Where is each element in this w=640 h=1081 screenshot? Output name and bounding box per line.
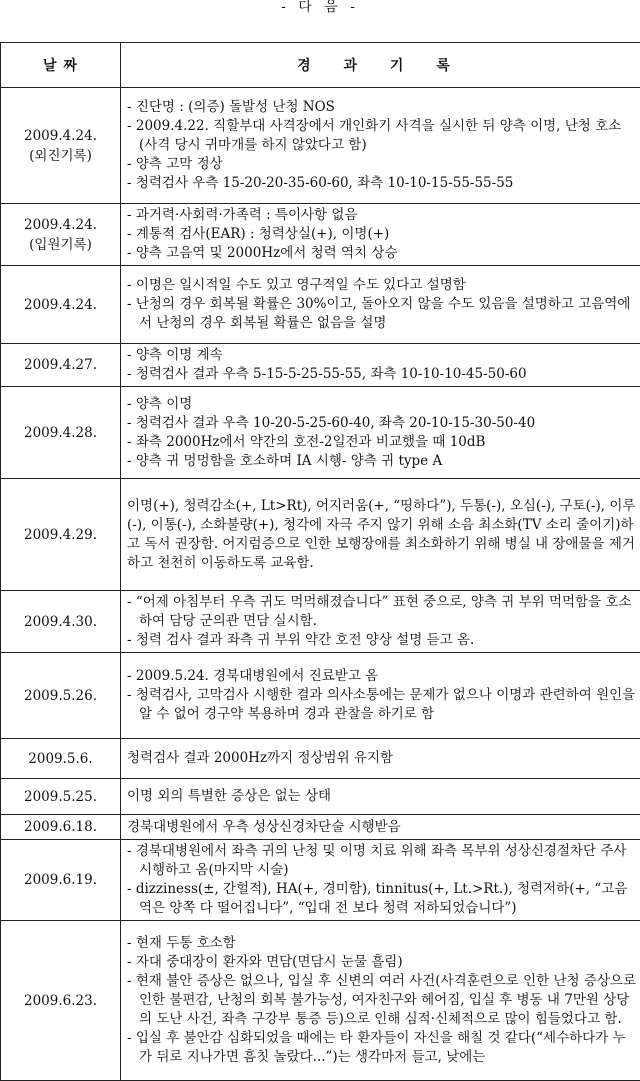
row-date-cell: [1, 591, 121, 653]
row-record-cell: [121, 266, 640, 344]
row-date: 2009.4.24.: [3, 295, 118, 315]
record-column-header: 경 과 기 록: [121, 43, 640, 88]
table-row: [1, 387, 640, 479]
record-line: - 청력검사 결과 우측 10-20-5-25-60-40, 좌측 20-10-15-30-50-40: [127, 414, 636, 433]
row-date-cell: [1, 266, 121, 344]
record-line: 청력검사 결과 2000Hz까지 정상범위 유지함: [127, 749, 636, 768]
record-line: - “어제 아침부터 우측 귀도 먹먹해졌습니다” 표현 중으로, 양측 귀 부위 먹먹함을 호소하여 담당 군의관 면담 실시함.: [127, 593, 636, 631]
record-line: - 현재 불안 증상은 없으나, 입실 후 신변의 여러 사건(사격훈련으로 인한 난청 증상으로 인한 불편감, 난청의 회복 불가능성, 여자친구와 헤어짐, 입실 후 병동 내 7만원 상당의 도난 사건, 좌측 구강부 통증 등)으로 인해 심적·신체적으로 많이 힘들었다고 함.: [127, 972, 636, 1029]
table-row: [1, 779, 640, 815]
record-line: 이명 외의 특별한 증상은 없는 상태: [127, 787, 636, 806]
row-date: 2009.6.18.: [3, 817, 118, 837]
row-date: 2009.4.24.: [3, 126, 118, 146]
row-record-cell: [121, 921, 640, 1081]
row-date: 2009.6.19.: [3, 870, 118, 890]
table-row: [1, 591, 640, 653]
row-record-cell: [121, 653, 640, 739]
record-line: - 입실 후 불안감 심화되었을 때에는 타 환자들이 자신을 해칠 것 같다(“세수하다가 누가 뒤로 지나가면 흠칫 놀랐다...”)는 생각마저 들고, 낮에는: [127, 1029, 636, 1067]
record-line: - dizziness(±, 간헐적), HA(+, 경미함), tinnitus(+, Lt.>Rt.), 청력저하(+, “고음역은 양쪽 다 떨어집니다”, “입대 전 보다 청력 저하되었습니다”): [127, 880, 636, 918]
record-line: - 경북대병원에서 좌측 귀의 난청 및 이명 치료 위해 좌측 목부위 성상신경절차단 주사 시행하고 옴(마지막 시술): [127, 842, 636, 880]
row-date: 2009.4.30.: [3, 612, 118, 632]
record-line: - 자대 중대장이 환자와 면담(면담시 눈물 흘림): [127, 953, 636, 972]
page-heading: - 다 음 -: [0, 0, 640, 14]
row-date: 2009.4.28.: [3, 423, 118, 443]
record-line: 경북대병원에서 우측 성상신경차단술 시행받음: [127, 818, 636, 837]
row-record-cell: [121, 204, 640, 266]
row-record-cell: [121, 88, 640, 204]
row-date-cell: [1, 479, 121, 591]
row-date: 2009.4.24.: [3, 215, 118, 235]
table-row: [1, 739, 640, 779]
table-row: [1, 921, 640, 1081]
row-date: 2009.5.25.: [3, 787, 118, 807]
row-record-cell: [121, 479, 640, 591]
record-line: - 양측 고음역 및 2000Hz에서 청력 역치 상승: [127, 244, 636, 263]
row-record-cell: [121, 779, 640, 815]
row-record-cell: [121, 344, 640, 387]
row-date: 2009.6.23.: [3, 991, 118, 1011]
row-record-cell: [121, 387, 640, 479]
record-line: - 이명은 일시적일 수도 있고 영구적일 수도 있다고 설명함: [127, 276, 636, 295]
record-line: - 양측 이명 계속: [127, 346, 636, 365]
row-date-cell: [1, 344, 121, 387]
row-date-cell: [1, 779, 121, 815]
date-column-header: 날 짜: [1, 43, 121, 88]
record-line: - 계통적 검사(EAR) : 청력상실(+), 이명(+): [127, 225, 636, 244]
row-date-cell: [1, 88, 121, 204]
row-date-cell: [1, 204, 121, 266]
row-record-cell: [121, 815, 640, 840]
record-line: - 양측 이명: [127, 395, 636, 414]
table-row: [1, 88, 640, 204]
row-date-cell: [1, 387, 121, 479]
record-line: - 청력검사 우측 15-20-20-35-60-60, 좌측 10-10-15-55-55-55: [127, 174, 636, 193]
row-date-cell: [1, 739, 121, 779]
record-line: - 과거력·사회력·가족력 : 특이사항 없음: [127, 206, 636, 225]
record-line: - 2009.4.22. 직할부대 사격장에서 개인화기 사격을 실시한 뒤 양측 이명, 난청 호소(사격 당시 귀마개를 하지 않았다고 함): [127, 117, 636, 155]
table-header-row: [1, 43, 640, 88]
record-line: - 진단명 : (의증) 돌발성 난청 NOS: [127, 98, 636, 117]
row-record-cell: [121, 739, 640, 779]
record-line: 이명(+), 청력감소(+, Lt>Rt), 어지러움(+, “띵하다”), 두통(-), 오심(-), 구토(-), 이루(-), 이통(-), 소화불량(+), 청각에 자극 주지 않기 위해 소음 최소화(TV 소리 줄이기)하고 독서 권장함. 어지럼증으로 인한 보행장애를 최소화하기 위해 병실 내 장애물을 제거하고 천천히 이동하도록 교육함.: [127, 497, 636, 573]
row-date-cell: [1, 840, 121, 921]
record-line: - 현재 두통 호소함: [127, 934, 636, 953]
row-date: 2009.5.6.: [3, 749, 118, 769]
row-record-type: (외진기록): [3, 146, 118, 166]
row-record-cell: [121, 591, 640, 653]
row-date-cell: [1, 653, 121, 739]
row-record-type: (입원기록): [3, 235, 118, 255]
row-date-cell: [1, 921, 121, 1081]
row-record-cell: [121, 840, 640, 921]
table-row: [1, 479, 640, 591]
record-line: - 청력검사, 고막검사 시행한 결과 의사소통에는 문제가 없으나 이명과 관련하여 원인을 알 수 없어 경구약 복용하며 경과 관찰을 하기로 함: [127, 686, 636, 724]
row-date: 2009.4.29.: [3, 525, 118, 545]
row-date-cell: [1, 815, 121, 840]
record-line: - 난청의 경우 회복될 확률은 30%이고, 돌아오지 않을 수도 있음을 설명하고 고음역에서 난청의 경우 회복될 확률은 없음을 설명: [127, 295, 636, 333]
table-row: [1, 815, 640, 840]
table-row: [1, 344, 640, 387]
progress-record-table: [0, 42, 640, 1081]
record-line: - 청력검사 결과 우측 5-15-5-25-55-55, 좌측 10-10-10-45-50-60: [127, 365, 636, 384]
record-line: - 양측 고막 정상: [127, 155, 636, 174]
row-date: 2009.5.26.: [3, 686, 118, 706]
record-line: - 2009.5.24. 경북대병원에서 진료받고 옴: [127, 667, 636, 686]
record-line: - 좌측 2000Hz에서 약간의 호전-2일전과 비교했을 때 10dB: [127, 433, 636, 452]
table-row: [1, 840, 640, 921]
record-line: - 양측 귀 멍멍함을 호소하며 IA 시행- 양측 귀 type A: [127, 452, 636, 471]
table-row: [1, 266, 640, 344]
record-rows: [1, 88, 640, 1081]
table-row: [1, 204, 640, 266]
row-date: 2009.4.27.: [3, 355, 118, 375]
record-line: - 청력 검사 결과 좌측 귀 부위 약간 호전 양상 설명 듣고 옴.: [127, 631, 636, 650]
table-row: [1, 653, 640, 739]
